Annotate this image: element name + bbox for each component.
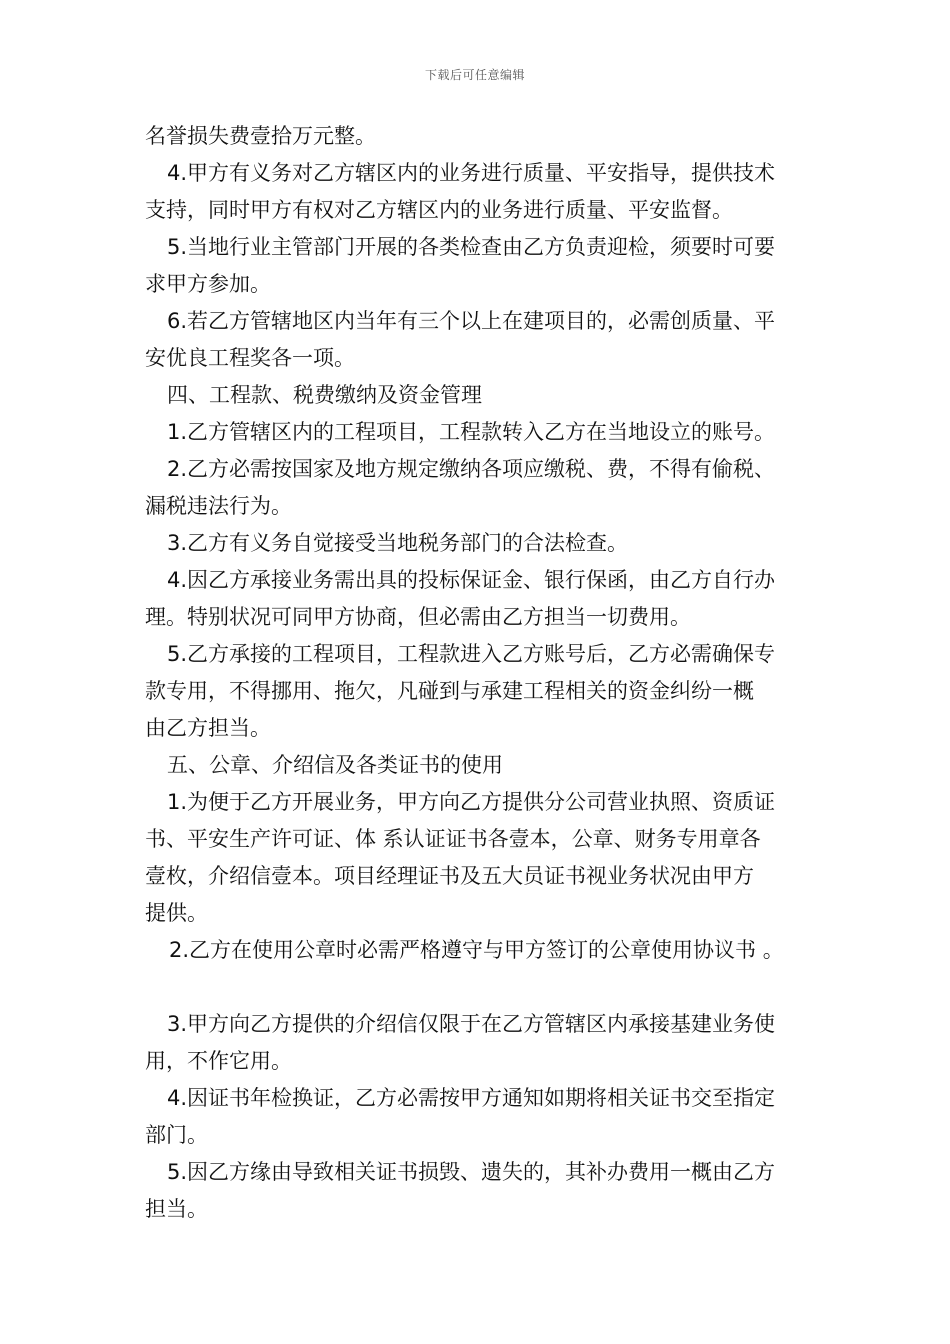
text-line: 提供。	[145, 901, 208, 925]
section5-clause-1: 1.为便于乙方开展业务，甲方向乙方提供分公司营业执照、资质证	[167, 790, 776, 814]
text-line: 款专用，不得挪用、拖欠，凡碰到与承建工程相关的资金纠纷一概	[145, 679, 754, 703]
clause-5: 5.当地行业主管部门开展的各类检查由乙方负责迎检，须要时可要	[167, 235, 776, 259]
text-line: 书、平安生产许可证、体 系认证证书各壹本，公章、财务专用章各	[145, 827, 761, 851]
section4-clause-2: 2.乙方必需按国家及地方规定缴纳各项应缴税、费，不得有偷税、	[167, 457, 776, 481]
section-heading-5: 五、公章、介绍信及各类证书的使用	[167, 753, 503, 777]
text-line: 担当。	[145, 1197, 208, 1221]
clause-4: 4.甲方有义务对乙方辖区内的业务进行质量、平安指导，提供技术	[167, 161, 776, 185]
text-line: 由乙方担当。	[145, 716, 271, 740]
text-line: 用，不作它用。	[145, 1049, 292, 1073]
section4-clause-1: 1.乙方管辖区内的工程项目，工程款转入乙方在当地设立的账号。	[167, 420, 776, 444]
section4-clause-4: 4.因乙方承接业务需出具的投标保证金、银行保函，由乙方自行办	[167, 568, 776, 592]
text-line: 部门。	[145, 1123, 208, 1147]
text-line: 支持，同时甲方有权对乙方辖区内的业务进行质量、平安监督。	[145, 198, 733, 222]
section5-clause-5: 5.因乙方缘由导致相关证书损毁、遗失的，其补办费用一概由乙方	[167, 1160, 776, 1184]
text-line: 理。特别状况可同甲方协商，但必需由乙方担当一切费用。	[145, 605, 691, 629]
section5-clause-4: 4.因证书年检换证，乙方必需按甲方通知如期将相关证书交至指定	[167, 1086, 776, 1110]
page-header: 下载后可任意编辑	[424, 68, 525, 82]
text-line: 漏税违法行为。	[145, 494, 292, 518]
section-heading-4: 四、工程款、税费缴纳及资金管理	[167, 383, 482, 407]
text-line: 壹枚，介绍信壹本。项目经理证书及五大员证书视业务状况由甲方	[145, 864, 754, 888]
clause-6: 6.若乙方管辖地区内当年有三个以上在建项目的，必需创质量、平	[167, 309, 776, 333]
text-line: 求甲方参加。	[145, 272, 271, 296]
section4-clause-5: 5.乙方承接的工程项目，工程款进入乙方账号后，乙方必需确保专	[167, 642, 776, 666]
section5-clause-3: 3.甲方向乙方提供的介绍信仅限于在乙方管辖区内承接基建业务使	[167, 1012, 776, 1036]
text-line: 安优良工程奖各一项。	[145, 346, 355, 370]
text-line: 名誉损失费壹拾万元整。	[145, 124, 376, 148]
blank-line	[145, 969, 810, 1006]
section4-clause-3: 3.乙方有义务自觉接受当地税务部门的合法检查。	[167, 531, 629, 555]
document-body	[145, 118, 810, 1228]
section5-clause-2: 2.乙方在使用公章时必需严格遵守与甲方签订的公章使用协议书 。	[169, 938, 784, 962]
